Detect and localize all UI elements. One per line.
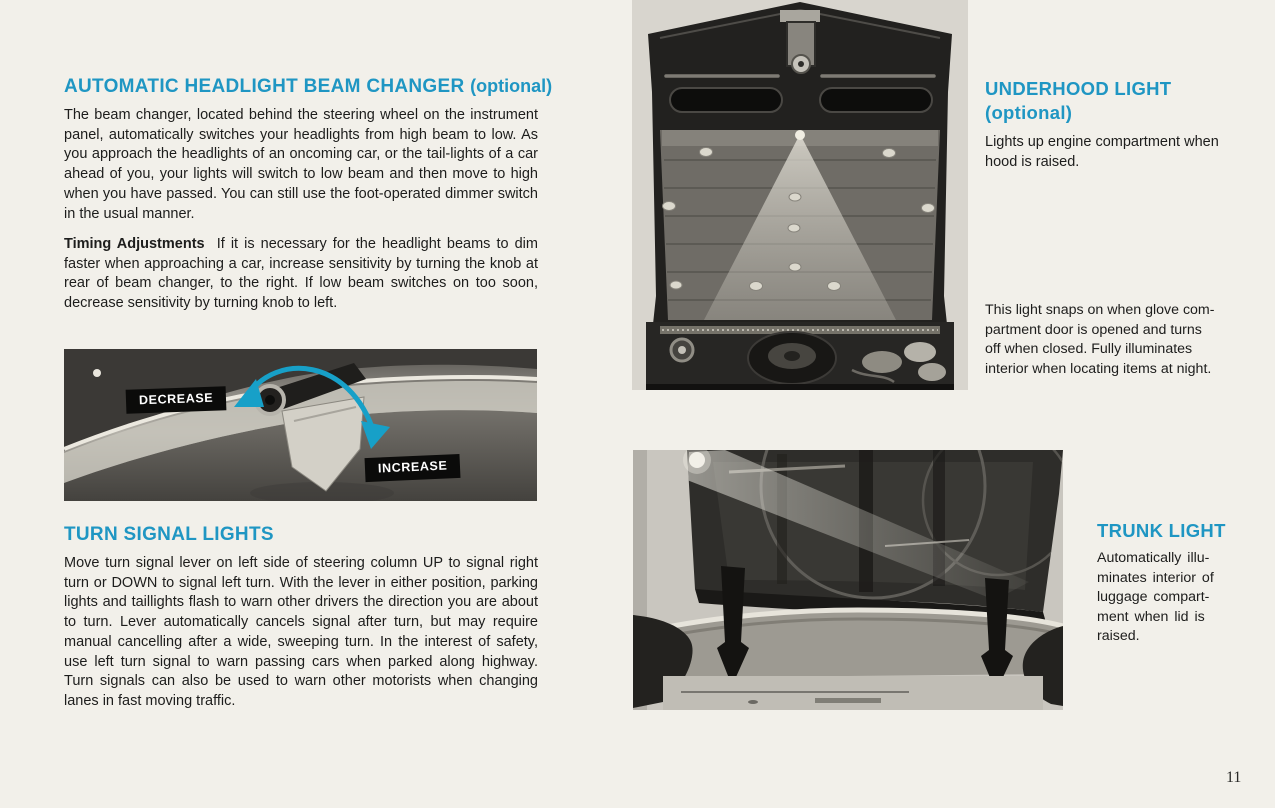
- trunk-floor-detail: [815, 698, 881, 703]
- air-cleaner-hub: [784, 351, 800, 361]
- hood-brace-slot-left: [670, 88, 782, 112]
- underhood-title-optional: (optional): [985, 102, 1073, 123]
- timing-adjustments-paragraph: [64, 235, 538, 314]
- timing-adjustments-heading: Timing Adjustments: [64, 236, 205, 252]
- hood-latch-plate: [780, 10, 820, 22]
- page-number: 11: [1226, 769, 1242, 786]
- underhood-title: UNDERHOOD LIGHT: [985, 78, 1172, 99]
- trunk-floor-dot: [748, 700, 758, 704]
- underhood-light-bulb: [795, 130, 805, 140]
- beam-changer-photo: [64, 349, 537, 501]
- underhood-body: Lights up engine compartment when hood is raised.: [985, 134, 1219, 170]
- beam-changer-photo-art: [64, 349, 537, 501]
- engine-compartment-art: [632, 0, 968, 390]
- beam-changer-title-optional: (optional): [470, 76, 553, 96]
- engine-compartment-photo: [632, 0, 968, 390]
- turn-signal-body: Move turn signal lever on left side of steering column UP to signal right turn or DOWN to signal left turn. With the lever in either position, parking lights and taillights flash to warn other drivers the direction you are about to turn. Lever automatically cancels signal after turn, but may require manual cancelling after a wide, sweeping turn. In the interest of safety, use left turn signal to warn passing cars when parked along highway. Turn signals can also be used to warn other motorists when changing lanes in fast moving traffic.: [64, 555, 538, 709]
- trunk-light-spot: [689, 452, 705, 468]
- beam-changer-title: [64, 76, 552, 98]
- hood-latch-pin: [798, 61, 804, 67]
- engine-component-2: [904, 342, 936, 362]
- photocell-lens-center: [265, 395, 275, 405]
- engine-bay-lamp-center: [678, 346, 686, 354]
- turn-signal-title: TURN SIGNAL LIGHTS: [64, 524, 274, 545]
- engine-component-1: [862, 351, 902, 373]
- trunk-title: TRUNK LIGHT: [1097, 520, 1226, 541]
- photo-bottom-edge: [646, 384, 954, 390]
- trunk-body: Automatically illu- minates interior of luggage compart- ment when lid is raised.: [1097, 550, 1214, 645]
- beam-changer-body: The beam changer, located behind the steering wheel on the instrument panel, automatically switches your headlights from high beam to low. As you approach the headlights of an oncoming car, or the tail-lights of a car ahead of you, your lights will switch to low beam and then move to high when you have passed. You can still use the foot-operated dimmer switch in the usual manner.: [64, 107, 538, 222]
- timing-adjustments-text: If it is necessary for the headlight beams to dim faster when approaching a car, increase sensitivity by turning the knob at rear of beam changer, to the right. If low beam switches on too soon, decrease sensitivity by turning knob to left.: [64, 236, 538, 312]
- hood-brace-slot-right: [820, 88, 932, 112]
- decrease-label: DECREASE: [126, 386, 227, 413]
- trunk-art: [633, 450, 1063, 710]
- engine-component-3: [918, 363, 946, 381]
- underhood-body-2: This light snaps on when glove com- partment door is opened and turns off when closed. Fully illuminates interior when locating items at night.: [985, 302, 1215, 377]
- trunk-photo: [633, 450, 1063, 710]
- photo-highlight-speck: [93, 369, 101, 377]
- increase-label: INCREASE: [365, 454, 461, 482]
- beam-changer-title-text: AUTOMATIC HEADLIGHT BEAM CHANGER: [64, 76, 465, 97]
